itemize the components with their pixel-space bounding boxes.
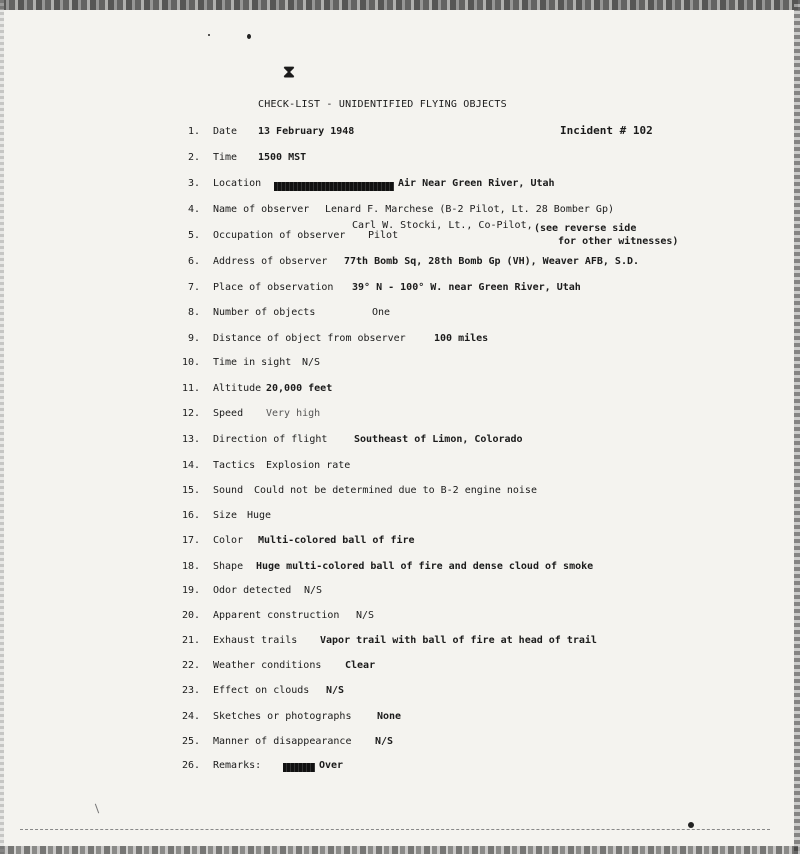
redaction-bar <box>283 763 315 772</box>
item-number: 14. <box>181 460 200 471</box>
item-label: Altitude <box>213 383 262 394</box>
item-label: Place of observation <box>213 282 334 293</box>
item-value: Lenard F. Marchese (B-2 Pilot, Lt. 28 Bomber Gp) <box>325 204 614 215</box>
scan-speck <box>688 822 694 828</box>
item-number: 9. <box>187 333 200 344</box>
item-number: 22. <box>181 660 200 671</box>
item-number: 26. <box>181 760 200 771</box>
item-label: Tactics <box>213 460 256 471</box>
item-value: Explosion rate <box>266 460 351 471</box>
page-title: CHECK-LIST - UNIDENTIFIED FLYING OBJECTS <box>258 99 507 110</box>
item-label: Name of observer <box>213 204 310 215</box>
scan-mark <box>95 804 99 814</box>
item-label: Occupation of observer <box>213 230 346 241</box>
item-value: 20,000 feet <box>266 383 333 394</box>
item-number: 23. <box>181 685 200 696</box>
item-number: 1. <box>187 126 200 137</box>
item-label: Odor detected <box>213 585 292 596</box>
item-number: 6. <box>187 256 200 267</box>
item-value: Vapor trail with ball of fire at head of trail <box>320 635 597 646</box>
item-value: 13 February 1948 <box>258 126 355 137</box>
scan-speck <box>208 34 210 36</box>
item-label: Date <box>213 126 238 137</box>
item-label: Speed <box>213 408 244 419</box>
item-number: 21. <box>181 635 200 646</box>
item-number: 7. <box>187 282 200 293</box>
item-label: Address of observer <box>213 256 328 267</box>
item-value: Air Near Green River, Utah <box>398 178 555 189</box>
item-label: Effect on clouds <box>213 685 310 696</box>
item-label: Sketches or photographs <box>213 711 352 722</box>
item-label: Location <box>213 178 262 189</box>
item-number: 16. <box>181 510 200 521</box>
item-value: N/S <box>375 736 394 747</box>
item-value: One <box>372 307 391 318</box>
item-value: N/S <box>302 357 321 368</box>
item-number: 20. <box>181 610 200 621</box>
bottom-dashed-line <box>20 829 770 830</box>
item-value: 77th Bomb Sq, 28th Bomb Gp (VH), Weaver AFB, S.D. <box>344 256 640 267</box>
item-value: Multi-colored ball of fire <box>258 535 415 546</box>
item-label: Time <box>213 152 238 163</box>
item-label: Remarks: <box>213 760 262 771</box>
item-value: Very high <box>266 408 321 419</box>
item-value: Over <box>319 760 344 771</box>
item-number: 8. <box>187 307 200 318</box>
redaction-bar <box>274 182 394 191</box>
item-number: 19. <box>181 585 200 596</box>
item-value: N/S <box>326 685 345 696</box>
scan-edge-bottom <box>0 846 800 854</box>
item-number: 17. <box>181 535 200 546</box>
item-label: Time in sight <box>213 357 292 368</box>
item-label: Size <box>213 510 238 521</box>
handwritten-mark-icon: ⧗ <box>283 62 295 82</box>
item-value: Southeast of Limon, Colorado <box>354 434 523 445</box>
item-label: Number of objects <box>213 307 316 318</box>
item-number: 25. <box>181 736 200 747</box>
item-number: 5. <box>187 230 200 241</box>
item-number: 15. <box>181 485 200 496</box>
item-value: Huge multi-colored ball of fire and dense cloud of smoke <box>256 561 594 572</box>
item-value: 100 miles <box>434 333 489 344</box>
item-label: Direction of flight <box>213 434 328 445</box>
item-number: 12. <box>181 408 200 419</box>
item-number: 4. <box>187 204 200 215</box>
item-label: Color <box>213 535 244 546</box>
item-number: 10. <box>181 357 200 368</box>
item-label: Weather conditions <box>213 660 322 671</box>
see-reverse-note: (see reverse side <box>534 223 637 234</box>
item-value: None <box>377 711 402 722</box>
item-value: Huge <box>247 510 272 521</box>
scan-edge-right <box>794 0 800 854</box>
scan-speck <box>247 34 251 39</box>
item-value: Clear <box>345 660 376 671</box>
co-pilot-note: Carl W. Stocki, Lt., Co-Pilot, <box>352 220 533 231</box>
item-number: 3. <box>187 178 200 189</box>
item-label: Manner of disappearance <box>213 736 352 747</box>
scan-edge-top <box>0 0 800 10</box>
incident-number: Incident # 102 <box>560 124 653 137</box>
item-number: 13. <box>181 434 200 445</box>
item-value: 39° N - 100° W. near Green River, Utah <box>352 282 581 293</box>
item-value: N/S <box>356 610 375 621</box>
item-label: Sound <box>213 485 244 496</box>
item-value: Could not be determined due to B-2 engine noise <box>254 485 537 496</box>
item-number: 2. <box>187 152 200 163</box>
item-number: 18. <box>181 561 200 572</box>
item-value: 1500 MST <box>258 152 307 163</box>
other-witnesses-note: for other witnesses) <box>558 236 679 247</box>
item-label: Exhaust trails <box>213 635 298 646</box>
item-label: Distance of object from observer <box>213 333 406 344</box>
item-value: Pilot <box>368 230 399 241</box>
item-label: Shape <box>213 561 244 572</box>
item-number: 24. <box>181 711 200 722</box>
item-number: 11. <box>181 383 200 394</box>
item-label: Apparent construction <box>213 610 340 621</box>
item-value: N/S <box>304 585 323 596</box>
